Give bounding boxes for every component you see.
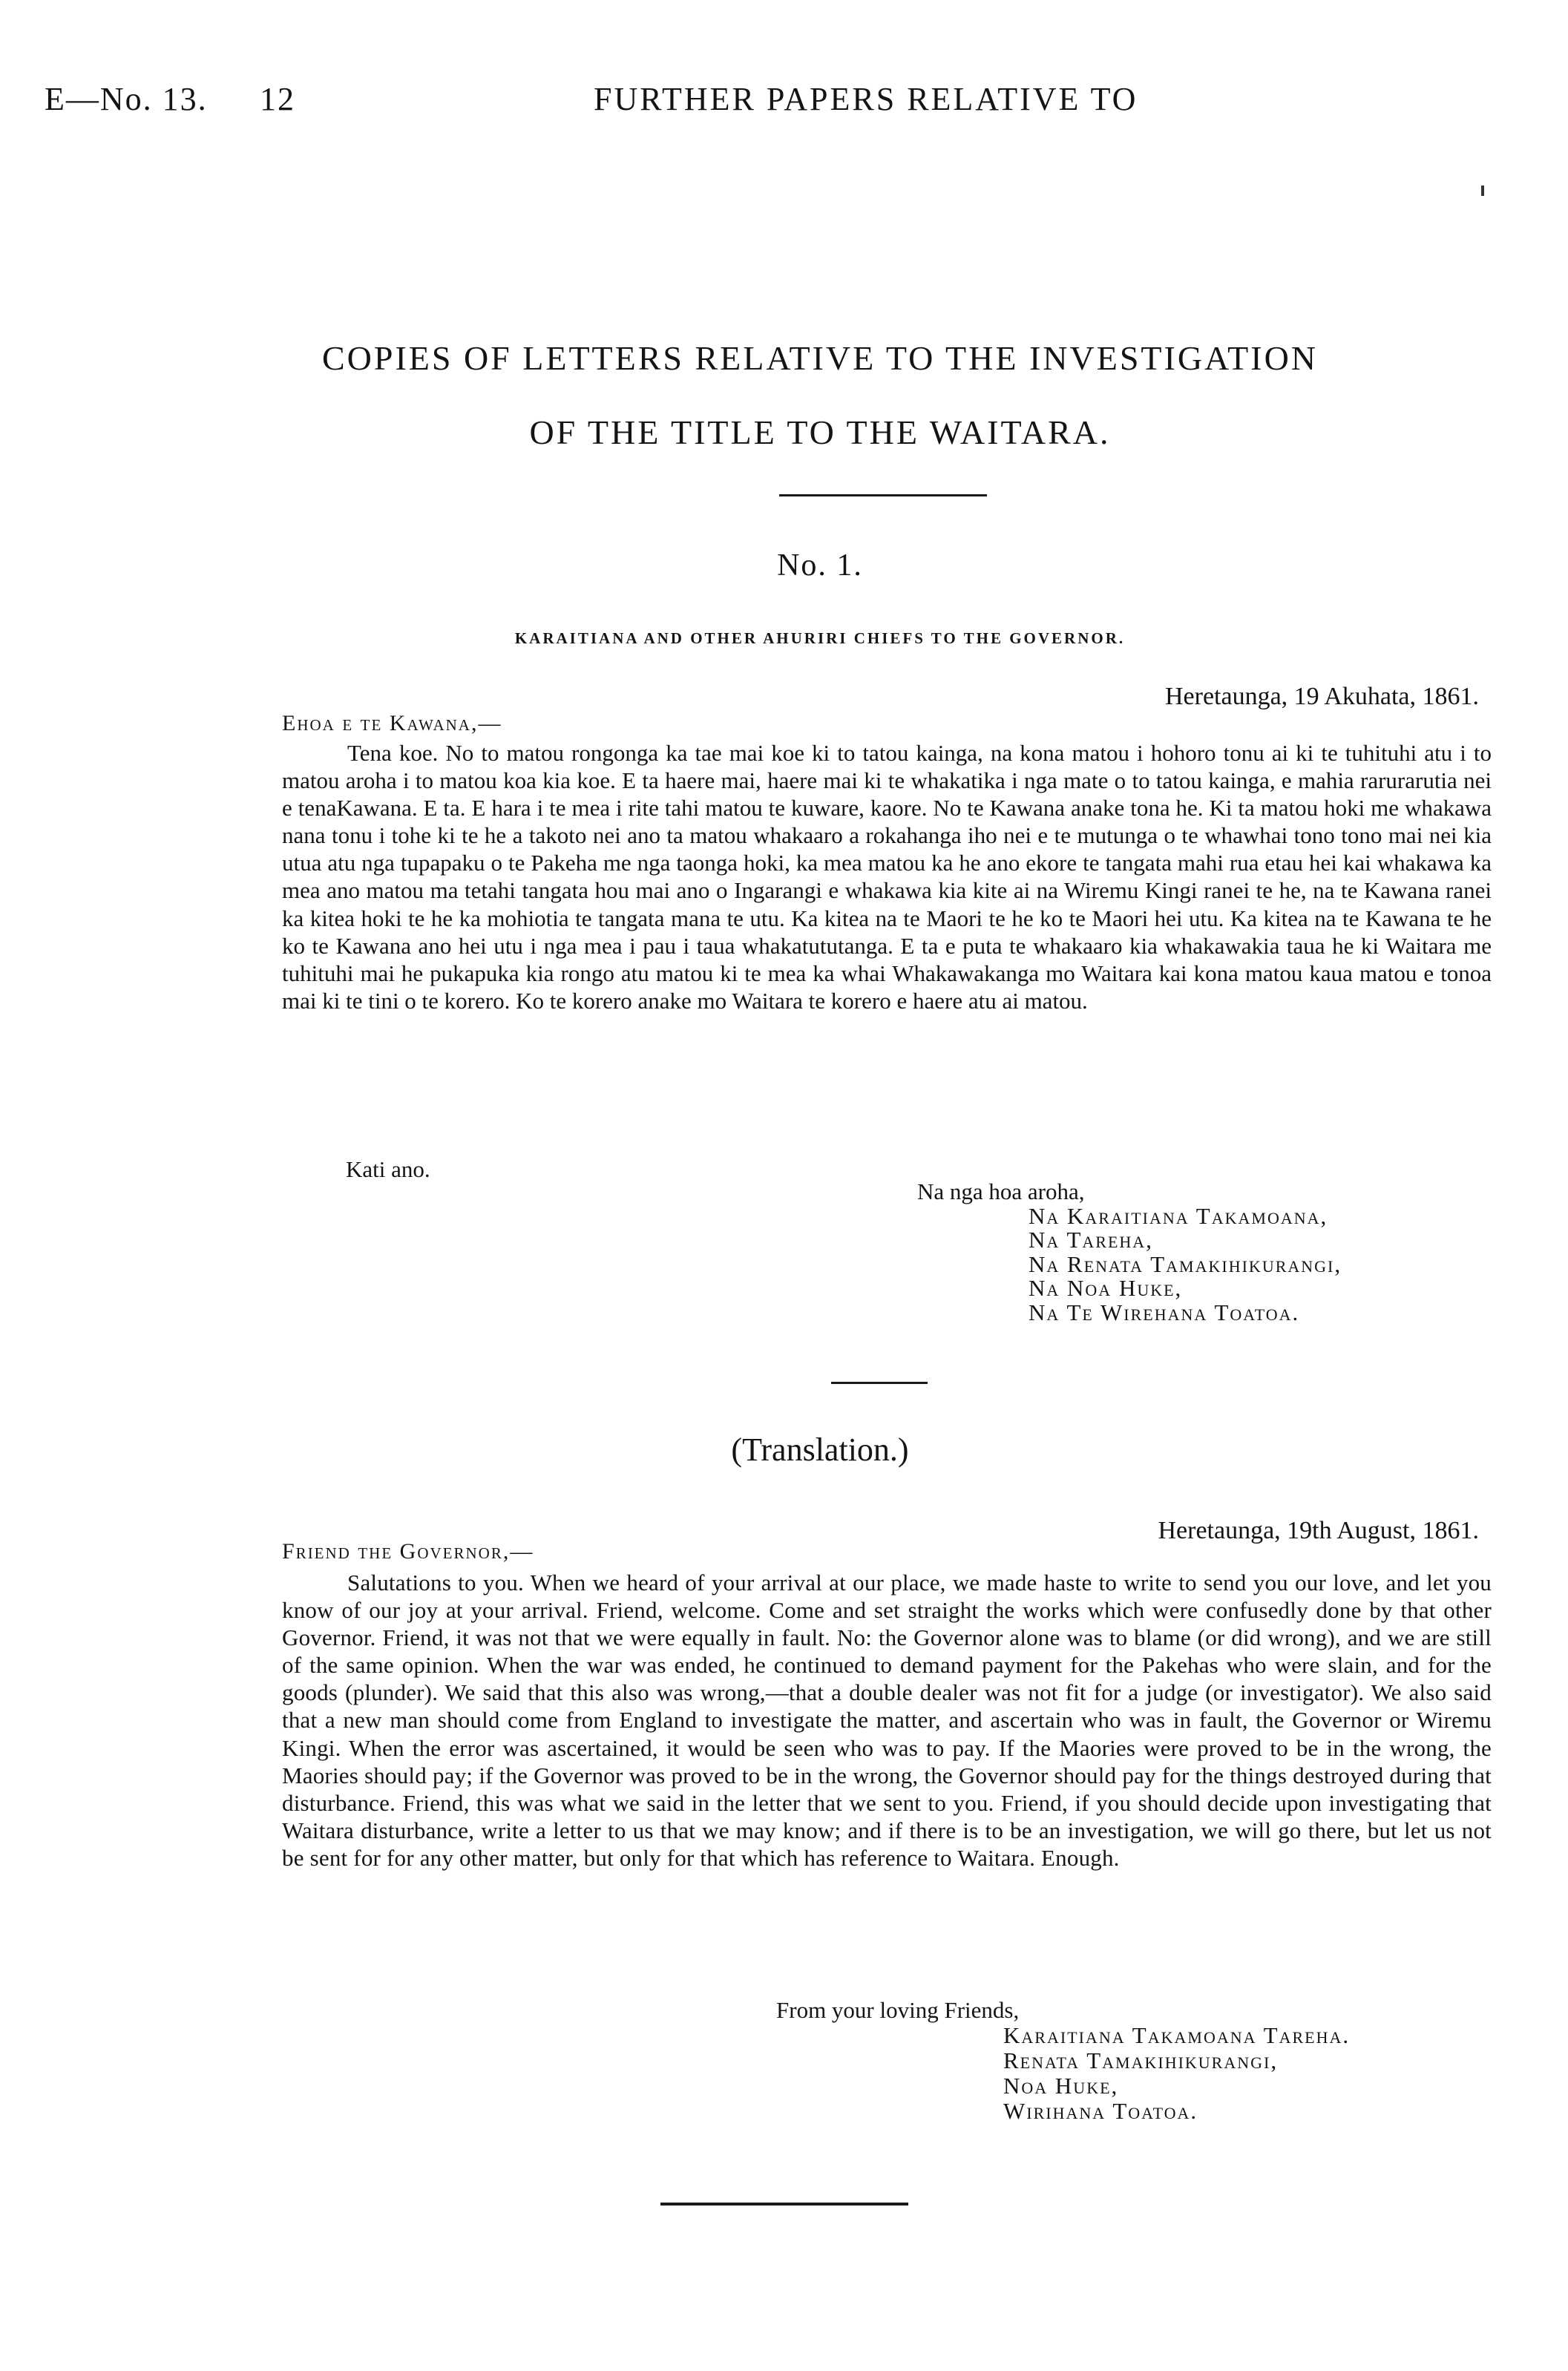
signatory: Wirihana Toatoa. — [1003, 2098, 1198, 2124]
signatory: Na Te Wirehana Toatoa. — [1029, 1299, 1300, 1325]
header-reference: E—No. 13. — [45, 81, 208, 117]
translation-heading: (Translation.) — [731, 1432, 909, 1468]
letter-dateline: Heretaunga, 19 Akuhata, 1861. — [1165, 683, 1479, 710]
document-title-line-2: OF THE TITLE TO THE WAITARA. — [529, 413, 1111, 451]
signatory: Na Tareha, — [1029, 1227, 1153, 1253]
signatory: Na Karaitiana Takamoana, — [1029, 1202, 1328, 1229]
running-header — [45, 80, 1521, 122]
signature-intro: Na nga hoa aroha, — [917, 1178, 1085, 1204]
page-number: 12 — [260, 81, 295, 117]
section-divider — [831, 1382, 928, 1384]
letter-signature-block — [917, 1180, 1342, 1325]
end-rule — [660, 2203, 908, 2206]
translation-signature-block — [776, 1998, 1350, 2124]
letter-body — [282, 739, 1492, 1014]
letter-salutation: Ehoa e te Kawana,— — [282, 711, 502, 735]
signature-intro: From your loving Friends, — [776, 1997, 1020, 2023]
document-title-line-1: COPIES OF LETTERS RELATIVE TO THE INVESTIGATION — [321, 339, 1319, 377]
signatory: Na Renata Tamakihikurangi, — [1029, 1250, 1342, 1277]
signatory: Na Noa Huke, — [1029, 1275, 1183, 1301]
letter-paragraph: Tena koe. No to matou rongonga ka tae mai koe ki to tatou kainga, na kona matou i hohoro tonu ai ki te tuhituhi atu i to matou aroha i to matou koa kia koe. E ta haere mai, haere mai ki te whakatika i nga mate o to tatou kainga, e mahia rarurarutia nei e tenaKawana. E ta. E hara i te mea i rite tahi matou te kuware, kaore. No te Kawana anake tona he. Ki ta matou hoki me whakawa nana tonu i tohe ki te he a takoto nei ano ta matou whakaaro a rokahanga iho nei e te mutunga o te whawhai tono tono mai nei kia utua atu nga tupapaku o te Pakeha me nga taonga hoki, ka mea matou ka he ano ekore te tangata mahi rua etau hei kai whakawa ka mea ano matou ma tetahi tangata hou mai ano o Ingarangi e whakawa kia kite ai na Wiremu Kingi ranei te he, na te Kawana ranei ka kitea hoki te he ka mohiotia te tangata mana te utu. Ka kitea na te Maori te he ko te Maori hei utu. Ka kitea na te Kawana te he ko te Kawana ano hei utu i nga mea i pau i taua whakatututanga. E ta e puta te whakaaro kia whakawakia taua he ki Waitara me tuhituhi mai he pukapuka kia rongo atu matou ki te mea ka whai Whakawakanga mo Waitara kai kona matou kaua matou e tonoa mai ki te tini o te korero. Ko te korero anake mo Waitara te korero e haere atu ai matou. — [282, 740, 1492, 1014]
letter-closing: Kati ano. — [346, 1156, 430, 1182]
translation-body — [282, 1569, 1492, 1872]
print-mark — [1481, 186, 1484, 196]
letter-subheading: KARAITIANA AND OTHER AHURIRI CHIEFS TO THE GOVERNOR. — [514, 629, 1126, 647]
title-divider — [779, 494, 987, 496]
translation-salutation: Friend the Governor,— — [282, 1539, 534, 1564]
letter-number: No. 1. — [777, 548, 863, 583]
signatory: Karaitiana Takamoana Tareha. — [1003, 2022, 1351, 2048]
signatory: Renata Tamakihikurangi, — [1003, 2047, 1279, 2073]
translation-dateline: Heretaunga, 19th August, 1861. — [1158, 1517, 1479, 1544]
header-title: FURTHER PAPERS RELATIVE TO — [594, 81, 1138, 117]
signatory: Noa Huke, — [1003, 2073, 1119, 2099]
translation-paragraph: Salutations to you. When we heard of your arrival at our place, we made haste to write to send you our love, and let you know of our joy at your arrival. Friend, welcome. Come and set straight the works which were confusedly done by that other Governor. Friend, it was not that we were equally in fault. No: the Governor alone was to blame (or did wrong), and we are still of the same opinion. When the war was ended, he continued to demand payment for the Pakehas who were slain, and for the goods (plunder). We said that this also was wrong,—that a double dealer was not fit for a judge (or investigator). We also said that a new man should come from England to investigate the matter, and ascertain who was in fault, the Governor or Wiremu Kingi. When the error was ascertained, it would be seen who was to pay. If the Maories were proved to be in the wrong, the Maories should pay; if the Governor was proved to be in the wrong, the Governor should pay for the things destroyed during that disturbance. Friend, this was what we said in the letter that we sent to you. Friend, if you should decide upon investigating that Waitara disturbance, write a letter to us that we may know; and if there is to be an investigation, we will go there, but let us not be sent for for any other matter, but only for that which has reference to Waitara. Enough. — [282, 1570, 1492, 1871]
